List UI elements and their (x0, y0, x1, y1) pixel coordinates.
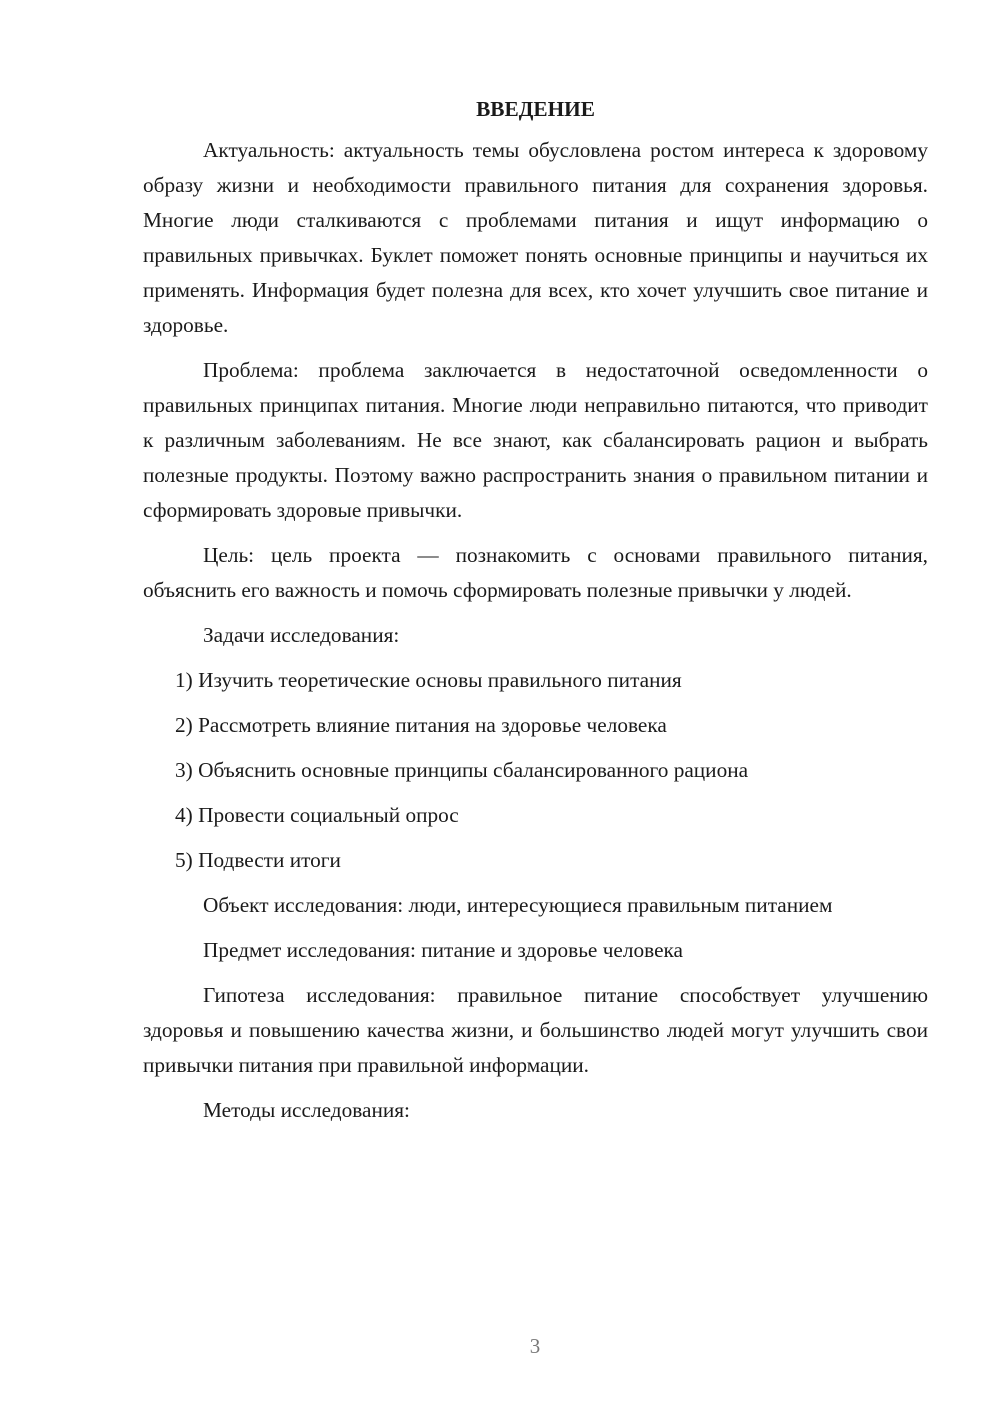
page-number: 3 (529, 1334, 541, 1358)
list-item: 5) Подвести итоги (175, 848, 341, 872)
methods-title: Методы исследования: (203, 1098, 410, 1122)
relevance-paragraph: Актуальность: актуальность темы обусловлена ростом интереса к здоровому образу жизни и необходимости правильного питания для сохранения здоровья. Многие люди сталкиваются с проблемами питания и ищут информацию о правильных привычках. Буклет поможет понять основные принципы и научиться их применять. Информация будет полезна для всех, кто хочет улучшить свое питание и здоровье. (143, 138, 928, 337)
tasks-list (143, 663, 928, 878)
tasks-title: Задачи исследования: (203, 623, 400, 647)
problem-paragraph: Проблема: проблема заключается в недостаточной осведомленности о правильных принципах питания. Многие люди неправильно питаются, что приводит к различным заболеваниям. Не все знают, как сбалансировать рацион и выбрать полезные продукты. Поэтому важно распространить знания о правильном питании и сформировать здоровые привычки. (143, 358, 928, 522)
subject-paragraph: Предмет исследования: питание и здоровье человека (203, 938, 684, 962)
object-paragraph: Объект исследования: люди, интересующиеся правильным питанием (203, 893, 833, 917)
list-item: 2) Рассмотреть влияние питания на здоровье человека (175, 713, 667, 737)
list-item: 3) Объяснить основные принципы сбалансированного рациона (175, 758, 749, 782)
goal-paragraph: Цель: цель проекта — познакомить с основами правильного питания, объяснить его важность и помочь сформировать полезные привычки у людей. (143, 543, 928, 602)
list-item: 4) Провести социальный опрос (175, 803, 459, 827)
hypothesis-paragraph: Гипотеза исследования: правильное питание способствует улучшению здоровья и повышению качества жизни, и большинство людей могут улучшить свои привычки питания при правильной информации. (143, 983, 928, 1077)
document-body (143, 92, 928, 1138)
list-item: 1) Изучить теоретические основы правильного питания (175, 668, 682, 692)
section-heading: ВВЕДЕНИЕ (476, 97, 595, 121)
